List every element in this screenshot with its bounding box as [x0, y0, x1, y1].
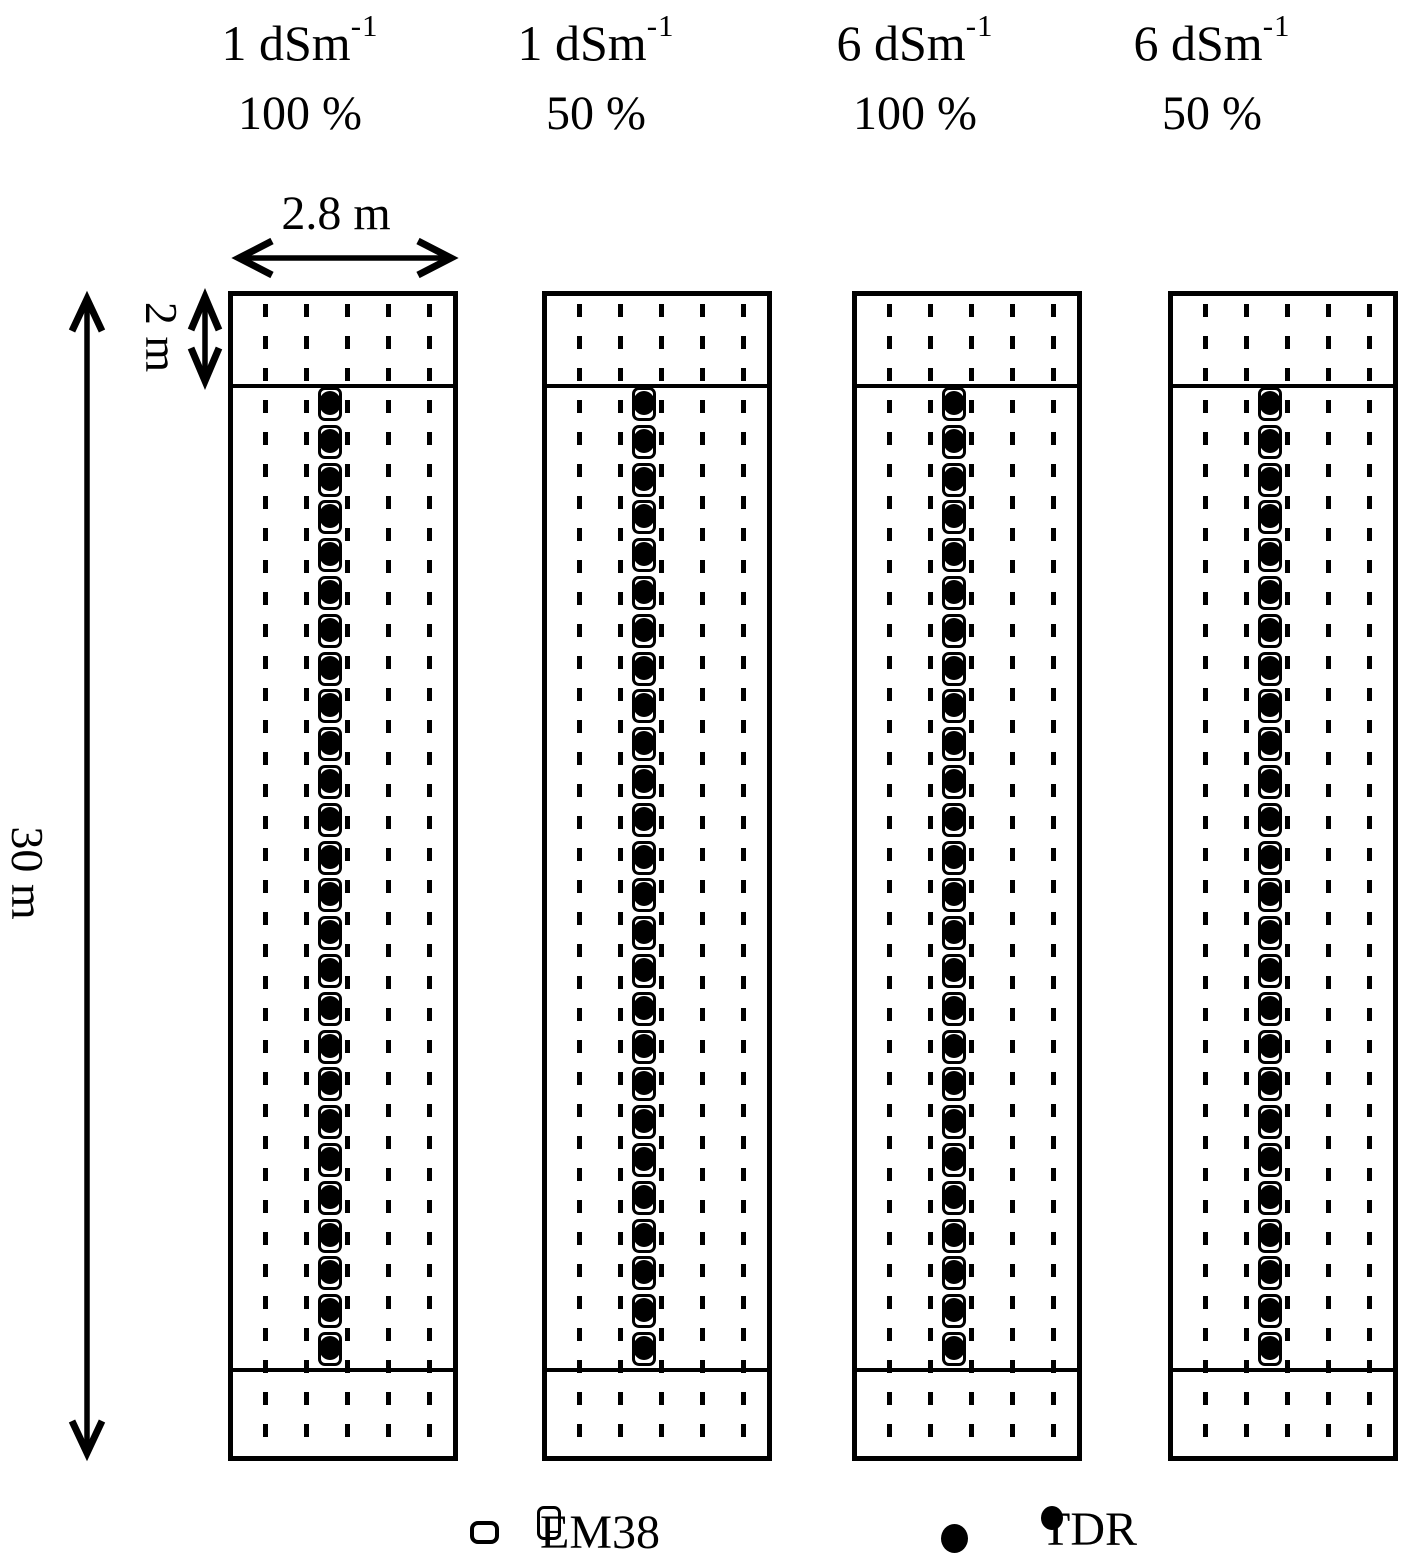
tdr-sensor-icon [1259, 467, 1281, 491]
sensor-pair [318, 878, 342, 912]
sensor-column [1258, 387, 1282, 1366]
sensor-pair [942, 916, 966, 950]
sensor-pair [942, 538, 966, 572]
sensor-pair [632, 1332, 656, 1366]
irrigation-label: 50 % [546, 87, 646, 140]
sensor-pair [942, 425, 966, 459]
sensor-pair [632, 425, 656, 459]
sensor-pair [1258, 765, 1282, 799]
sensor-pair [318, 1143, 342, 1177]
sensor-pair [318, 1294, 342, 1328]
sensor-pair [318, 1219, 342, 1253]
sensor-pair [632, 1256, 656, 1290]
tdr-sensor-icon [319, 1185, 341, 1209]
sensor-pair [1258, 538, 1282, 572]
tdr-sensor-icon [943, 920, 965, 944]
sensor-pair [318, 689, 342, 723]
sensor-pair [1258, 1256, 1282, 1290]
crop-row-dashed-line [1244, 304, 1249, 1448]
sensor-pair [942, 1256, 966, 1290]
treatment-header-4 [1042, 10, 1382, 138]
sensor-pair [942, 765, 966, 799]
sensor-pair [632, 1067, 656, 1101]
sensor-pair [318, 765, 342, 799]
sensor-pair [318, 1332, 342, 1366]
sensor-pair [942, 1030, 966, 1064]
tdr-sensor-icon [943, 996, 965, 1020]
tdr-sensor-icon [1259, 542, 1281, 566]
tdr-sensor-icon [1259, 807, 1281, 831]
sensor-pair [318, 803, 342, 837]
irrigation-label: 50 % [1162, 87, 1262, 140]
tdr-sensor-icon [319, 769, 341, 793]
buffer-divider-bottom [857, 1368, 1077, 1372]
tdr-sensor-icon [633, 845, 655, 869]
sensor-pair [632, 1143, 656, 1177]
sensor-pair [1258, 727, 1282, 761]
tdr-sensor-icon [319, 1336, 341, 1360]
tdr-sensor-icon [633, 542, 655, 566]
sensor-pair [942, 1181, 966, 1215]
tdr-sensor-icon [633, 1147, 655, 1171]
sensor-pair [942, 500, 966, 534]
tdr-sensor-icon [943, 618, 965, 642]
sensor-pair [1258, 1030, 1282, 1064]
tdr-symbol-icon [941, 1524, 968, 1553]
crop-row-dashed-line [1203, 304, 1208, 1448]
sensor-pair [318, 1030, 342, 1064]
tdr-sensor-icon [1259, 1034, 1281, 1058]
em38-symbol-icon [470, 1521, 499, 1544]
sensor-pair [942, 463, 966, 497]
tdr-sensor-icon [633, 429, 655, 453]
tdr-sensor-icon [1259, 429, 1281, 453]
tdr-sensor-icon [319, 845, 341, 869]
sensor-pair [632, 916, 656, 950]
tdr-sensor-icon [633, 807, 655, 831]
plot-length-arrow-icon [72, 299, 102, 1453]
buffer-divider-bottom [547, 1368, 767, 1372]
crop-row-dashed-line [700, 304, 705, 1448]
tdr-sensor-icon [633, 580, 655, 604]
sensor-pair [632, 614, 656, 648]
sensor-pair [1258, 689, 1282, 723]
sensor-pair [1258, 425, 1282, 459]
sensor-pair [632, 803, 656, 837]
tdr-sensor-icon [1259, 845, 1281, 869]
crop-row-dashed-line [345, 304, 350, 1448]
sensor-pair [632, 727, 656, 761]
crop-row-dashed-line [577, 304, 582, 1448]
tdr-sensor-icon [633, 769, 655, 793]
sensor-column [318, 387, 342, 1366]
sensor-pair [942, 992, 966, 1026]
sensor-pair [318, 954, 342, 988]
sensor-pair [942, 689, 966, 723]
sensor-pair [1258, 878, 1282, 912]
plot-length-label: 30 m [2, 826, 53, 920]
tdr-sensor-icon [633, 920, 655, 944]
tdr-sensor-icon [943, 1298, 965, 1322]
buffer-divider-top [857, 384, 1077, 388]
tdr-sensor-icon [1259, 1223, 1281, 1247]
tdr-sensor-icon [319, 1109, 341, 1133]
tdr-sensor-icon [943, 731, 965, 755]
tdr-sensor-icon [1259, 580, 1281, 604]
tdr-sensor-icon [633, 731, 655, 755]
crop-row-dashed-line [1326, 304, 1331, 1448]
crop-row-dashed-line [263, 304, 268, 1448]
sensor-pair [632, 1294, 656, 1328]
treatment-header-3 [745, 10, 1085, 138]
sensor-pair [632, 992, 656, 1026]
tdr-sensor-icon [1259, 769, 1281, 793]
tdr-sensor-icon [319, 958, 341, 982]
tdr-sensor-icon [633, 1034, 655, 1058]
sensor-pair [1258, 1219, 1282, 1253]
crop-row-dashed-line [969, 304, 974, 1448]
buffer-divider-bottom [233, 1368, 453, 1372]
sensor-pair [1258, 954, 1282, 988]
sensor-pair [632, 538, 656, 572]
sensor-pair [942, 387, 966, 421]
tdr-sensor-icon [1259, 391, 1281, 415]
sensor-pair [1258, 992, 1282, 1026]
plot-width-label: 2.8 m [281, 187, 391, 240]
tdr-sensor-icon [1259, 1336, 1281, 1360]
sensor-pair [1258, 1332, 1282, 1366]
buffer-height-label: 2 m [136, 301, 187, 373]
tdr-sensor-icon [633, 1109, 655, 1133]
sensor-pair [632, 954, 656, 988]
treatment-header-1 [130, 10, 470, 138]
sensor-pair [1258, 614, 1282, 648]
sensor-pair [942, 727, 966, 761]
tdr-sensor-icon [319, 1034, 341, 1058]
sensor-pair [318, 576, 342, 610]
sensor-pair [942, 1332, 966, 1366]
tdr-sensor-icon [633, 1298, 655, 1322]
sensor-pair [318, 538, 342, 572]
sensor-pair [632, 765, 656, 799]
sensor-pair [1258, 916, 1282, 950]
tdr-sensor-icon [633, 1336, 655, 1360]
sensor-pair [318, 1067, 342, 1101]
tdr-sensor-icon [319, 429, 341, 453]
sensor-pair [318, 463, 342, 497]
plot-3 [852, 291, 1082, 1461]
salinity-label: 6 dSm$^{-1}$ [1133, 8, 1291, 71]
sensor-pair [632, 1105, 656, 1139]
buffer-divider-top [1173, 384, 1393, 388]
tdr-sensor-icon [1259, 1147, 1281, 1171]
sensor-pair [318, 1105, 342, 1139]
sensor-pair [1258, 1067, 1282, 1101]
salinity-label: 1 dSm$^{-1}$ [221, 8, 379, 71]
tdr-sensor-icon [1259, 1185, 1281, 1209]
sensor-pair [942, 803, 966, 837]
sensor-pair [1258, 1181, 1282, 1215]
sensor-pair [1258, 387, 1282, 421]
plot-2 [542, 291, 772, 1461]
tdr-sensor-icon [943, 1336, 965, 1360]
sensor-pair [1258, 841, 1282, 875]
crop-row-dashed-line [1010, 304, 1015, 1448]
tdr-sensor-icon [943, 769, 965, 793]
sensor-pair [942, 1143, 966, 1177]
sensor-pair [942, 1219, 966, 1253]
tdr-sensor-icon [633, 656, 655, 680]
tdr-sensor-icon [1259, 656, 1281, 680]
sensor-pair [318, 916, 342, 950]
tdr-sensor-icon [319, 807, 341, 831]
crop-row-dashed-line [427, 304, 432, 1448]
tdr-sensor-icon [319, 542, 341, 566]
sensor-column [632, 387, 656, 1366]
sensor-pair [318, 992, 342, 1026]
crop-row-dashed-line [887, 304, 892, 1448]
sensor-pair [318, 614, 342, 648]
tdr-sensor-icon [1259, 996, 1281, 1020]
tdr-sensor-icon [943, 1223, 965, 1247]
sensor-pair [1258, 1294, 1282, 1328]
tdr-sensor-icon [633, 618, 655, 642]
sensor-pair [1258, 803, 1282, 837]
irrigation-label: 100 % [853, 87, 977, 140]
crop-row-dashed-line [659, 304, 664, 1448]
tdr-sensor-icon [319, 920, 341, 944]
tdr-sensor-icon [1259, 1298, 1281, 1322]
tdr-sensor-icon [943, 1034, 965, 1058]
sensor-pair [942, 576, 966, 610]
sensor-pair [942, 1105, 966, 1139]
sensor-pair [632, 576, 656, 610]
tdr-legend-label: TDR [1041, 1503, 1137, 1556]
sensor-pair [632, 463, 656, 497]
tdr-sensor-icon [943, 467, 965, 491]
buffer-divider-top [547, 384, 767, 388]
tdr-sensor-icon [319, 467, 341, 491]
sensor-pair [1258, 463, 1282, 497]
buffer-divider-top [233, 384, 453, 388]
tdr-sensor-icon [633, 1185, 655, 1209]
plot-width-arrow-icon [239, 241, 451, 275]
tdr-sensor-icon [319, 656, 341, 680]
sensor-pair [632, 652, 656, 686]
tdr-sensor-icon [633, 467, 655, 491]
tdr-sensor-icon [1259, 920, 1281, 944]
tdr-sensor-icon [1259, 731, 1281, 755]
crop-row-dashed-line [928, 304, 933, 1448]
sensor-pair [318, 652, 342, 686]
buffer-divider-bottom [1173, 1368, 1393, 1372]
sensor-pair [318, 425, 342, 459]
tdr-sensor-icon [1259, 618, 1281, 642]
salinity-label: 1 dSm$^{-1}$ [517, 8, 675, 71]
sensor-pair [318, 841, 342, 875]
tdr-sensor-icon [633, 391, 655, 415]
sensor-pair [632, 1030, 656, 1064]
sensor-pair [632, 387, 656, 421]
sensor-pair [942, 614, 966, 648]
crop-row-dashed-line [1285, 304, 1290, 1448]
crop-row-dashed-line [1051, 304, 1056, 1448]
tdr-sensor-icon [943, 656, 965, 680]
tdr-sensor-icon [319, 580, 341, 604]
crop-row-dashed-line [1367, 304, 1372, 1448]
sensor-pair [1258, 652, 1282, 686]
salinity-label: 6 dSm$^{-1}$ [836, 8, 994, 71]
sensor-pair [1258, 1105, 1282, 1139]
sensor-pair [632, 878, 656, 912]
sensor-pair [318, 1181, 342, 1215]
tdr-sensor-icon [943, 1147, 965, 1171]
em38-legend-label: EM38 [537, 1506, 561, 1540]
sensor-pair [318, 727, 342, 761]
tdr-sensor-icon [633, 958, 655, 982]
plot-1 [228, 291, 458, 1461]
sensor-pair [318, 500, 342, 534]
sensor-pair [632, 1219, 656, 1253]
tdr-sensor-icon [943, 845, 965, 869]
tdr-sensor-icon [319, 1147, 341, 1171]
tdr-sensor-icon [943, 542, 965, 566]
sensor-pair [942, 652, 966, 686]
irrigation-label: 100 % [238, 87, 362, 140]
sensor-pair [942, 954, 966, 988]
sensor-pair [1258, 1143, 1282, 1177]
crop-row-dashed-line [386, 304, 391, 1448]
tdr-sensor-icon [1259, 958, 1281, 982]
sensor-pair [632, 500, 656, 534]
treatment-header-2 [426, 10, 766, 138]
tdr-sensor-icon [319, 1298, 341, 1322]
tdr-sensor-icon [319, 731, 341, 755]
tdr-sensor-icon [319, 1223, 341, 1247]
sensor-pair [942, 1294, 966, 1328]
tdr-sensor-icon [633, 1223, 655, 1247]
tdr-sensor-icon [633, 996, 655, 1020]
crop-row-dashed-line [304, 304, 309, 1448]
tdr-sensor-icon [319, 618, 341, 642]
sensor-pair [632, 1181, 656, 1215]
buffer-height-arrow-icon [191, 297, 219, 381]
plot-4 [1168, 291, 1398, 1461]
sensor-pair [942, 878, 966, 912]
tdr-sensor-icon [943, 1185, 965, 1209]
tdr-sensor-icon [943, 958, 965, 982]
tdr-sensor-icon [1259, 1109, 1281, 1133]
sensor-pair [942, 841, 966, 875]
sensor-pair [318, 1256, 342, 1290]
tdr-sensor-icon [943, 1109, 965, 1133]
crop-row-dashed-line [741, 304, 746, 1448]
tdr-sensor-icon [943, 429, 965, 453]
sensor-pair [318, 387, 342, 421]
tdr-sensor-icon [943, 807, 965, 831]
tdr-sensor-icon [319, 996, 341, 1020]
sensor-pair [942, 1067, 966, 1101]
sensor-column [942, 387, 966, 1366]
sensor-pair [632, 841, 656, 875]
tdr-sensor-icon [943, 580, 965, 604]
sensor-pair [1258, 500, 1282, 534]
crop-row-dashed-line [618, 304, 623, 1448]
tdr-sensor-icon [943, 391, 965, 415]
sensor-pair [1258, 576, 1282, 610]
tdr-sensor-icon [319, 391, 341, 415]
sensor-pair [632, 689, 656, 723]
